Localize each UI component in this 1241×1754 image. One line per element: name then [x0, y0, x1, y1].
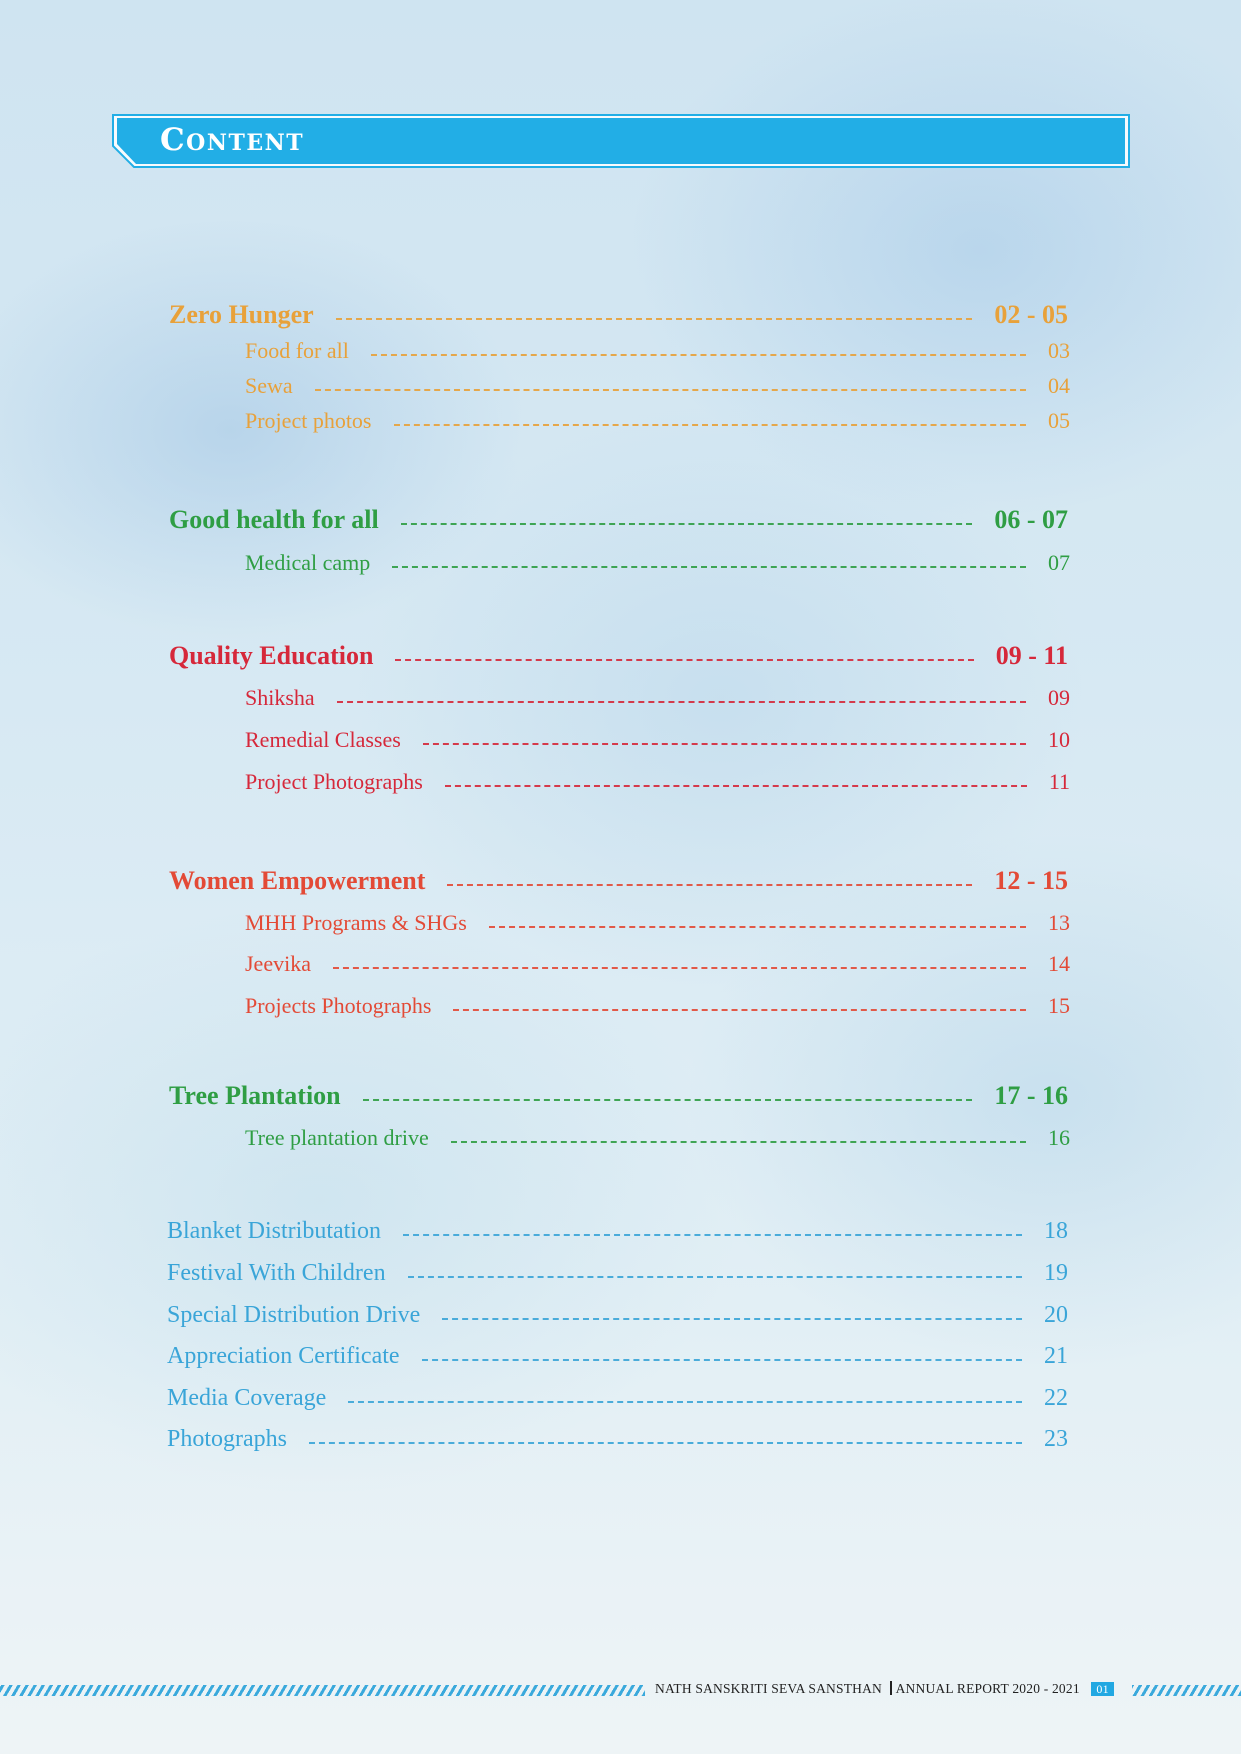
toc-entry-pages: 20	[1044, 1301, 1068, 1328]
toc-entry-pages: 16	[1048, 1125, 1070, 1150]
toc-entry-pages: 15	[1048, 993, 1070, 1018]
toc-entry	[169, 864, 1068, 898]
toc-entry-label: Blanket Distributation	[167, 1217, 381, 1244]
footer-report: ANNUAL REPORT 2020 - 2021	[895, 1681, 1080, 1696]
toc-entry-label: Women Empowerment	[169, 866, 426, 895]
toc-entry-pages: 18	[1044, 1217, 1068, 1244]
toc-entry-pages: 06 - 07	[994, 505, 1068, 534]
toc-dot-leader	[371, 354, 1026, 356]
toc-entry-label: Project photos	[245, 408, 372, 433]
toc-dot-leader	[394, 424, 1027, 426]
toc-entry	[245, 723, 1070, 757]
toc-dot-leader	[451, 1141, 1026, 1143]
toc-dot-leader	[337, 701, 1026, 703]
footer-separator	[890, 1681, 892, 1695]
toc-entry-label: Media Coverage	[167, 1384, 327, 1411]
toc-dot-leader	[422, 1359, 1022, 1361]
toc-entry	[245, 546, 1070, 580]
toc-entry-label: Tree plantation drive	[245, 1125, 429, 1150]
toc-entry-label: MHH Programs & SHGs	[245, 910, 467, 935]
toc-entry	[245, 947, 1070, 981]
toc-entry-label: Tree Plantation	[169, 1081, 341, 1110]
footer-organization: NATH SANSKRITI SEVA SANSTHAN	[655, 1681, 883, 1696]
toc-entry	[169, 503, 1068, 537]
toc-entry-pages: 02 - 05	[994, 300, 1068, 329]
toc-dot-leader	[401, 523, 973, 525]
toc-dot-leader	[395, 659, 973, 661]
toc-entry	[245, 369, 1070, 403]
content-header-banner	[112, 114, 1131, 169]
page-number-badge: 01	[1091, 1682, 1113, 1696]
footer-text	[655, 1681, 1114, 1697]
toc-dot-leader	[423, 743, 1026, 745]
toc-dot-leader	[447, 884, 972, 886]
toc-entry	[245, 334, 1070, 368]
toc-entry	[169, 639, 1068, 673]
toc-entry	[245, 765, 1070, 799]
toc-entry	[167, 1298, 1068, 1332]
toc-dot-leader	[315, 389, 1026, 391]
toc-entry-label: Remedial Classes	[245, 727, 401, 752]
toc-entry-pages: 22	[1044, 1384, 1068, 1411]
toc-entry-pages: 03	[1048, 338, 1070, 363]
toc-entry-label: Quality Education	[169, 641, 374, 670]
toc-dot-leader	[348, 1401, 1022, 1403]
toc-dot-leader	[442, 1318, 1022, 1320]
toc-entry	[167, 1339, 1068, 1373]
toc-entry-label: Projects Photographs	[245, 993, 432, 1018]
toc-dot-leader	[445, 785, 1027, 787]
toc-dot-leader	[408, 1276, 1022, 1278]
toc-entry-label: Appreciation Certificate	[167, 1342, 400, 1369]
toc-entry-label: Special Distribution Drive	[167, 1301, 421, 1328]
toc-entry-pages: 10	[1048, 727, 1070, 752]
toc-entry-pages: 21	[1044, 1342, 1068, 1369]
toc-entry	[169, 298, 1068, 332]
toc-dot-leader	[403, 1234, 1022, 1236]
footer-hatch-left	[0, 1685, 645, 1696]
toc-entry	[245, 906, 1070, 940]
toc-entry	[167, 1381, 1068, 1415]
toc-entry-label: Zero Hunger	[169, 300, 314, 329]
toc-entry	[167, 1422, 1068, 1456]
toc-entry-label: Food for all	[245, 338, 349, 363]
toc-entry	[169, 1079, 1068, 1113]
toc-entry-pages: 17 - 16	[994, 1081, 1068, 1110]
toc-entry	[245, 681, 1070, 715]
toc-entry-label: Medical camp	[245, 550, 371, 575]
footer	[0, 1680, 1241, 1702]
toc-entry-pages: 13	[1048, 910, 1070, 935]
toc-entry	[245, 1121, 1070, 1155]
toc-entry-label: Good health for all	[169, 505, 379, 534]
toc-entry-pages: 07	[1048, 550, 1070, 575]
toc-dot-leader	[489, 926, 1026, 928]
toc-entry-pages: 09 - 11	[995, 641, 1068, 670]
toc-dot-leader	[336, 318, 973, 320]
toc-entry-pages: 14	[1048, 951, 1070, 976]
toc-entry-pages: 09	[1048, 685, 1070, 710]
toc-entry-pages: 23	[1044, 1425, 1068, 1452]
footer-hatch-right	[1132, 1685, 1241, 1696]
toc-dot-leader	[453, 1009, 1026, 1011]
toc-entry-pages: 04	[1048, 373, 1070, 398]
toc-dot-leader	[363, 1099, 973, 1101]
toc-entry-label: Project Photographs	[245, 769, 423, 794]
toc-entry-pages: 12 - 15	[994, 866, 1068, 895]
toc-dot-leader	[309, 1442, 1022, 1444]
toc-entry-label: Photographs	[167, 1425, 287, 1452]
toc-entry	[167, 1214, 1068, 1248]
toc-entry-label: Shiksha	[245, 685, 315, 710]
toc-entry	[245, 989, 1070, 1023]
toc-dot-leader	[333, 967, 1026, 969]
toc-entry	[167, 1256, 1068, 1290]
toc-entry-pages: 05	[1048, 408, 1070, 433]
toc-dot-leader	[392, 566, 1026, 568]
toc-entry	[245, 404, 1070, 438]
toc-entry-label: Jeevika	[245, 951, 311, 976]
toc-entry-label: Festival With Children	[167, 1259, 386, 1286]
toc-entry-pages: 19	[1044, 1259, 1068, 1286]
toc-entry-pages: 11	[1048, 769, 1070, 794]
page-title: Content	[160, 122, 305, 158]
toc-entry-label: Sewa	[245, 373, 293, 398]
